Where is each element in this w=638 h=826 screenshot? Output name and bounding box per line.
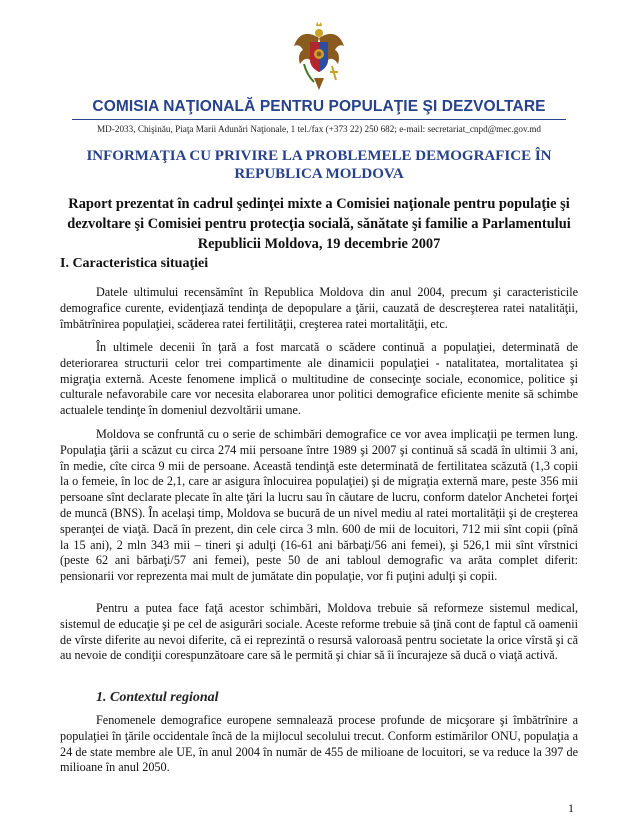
paragraph: Datele ultimului recensămînt în Republica Moldova din anul 2004, precum şi caracteristicile demografice curente, evidenţiază tendinţa de depopulare a ţării, cauzată de descreşterea ratei natalităţii, îmbătrînirea populaţiei, scăderea ratei fertilităţii, creşterea ratei mortalităţii, etc. xyxy=(60,285,578,331)
document-subtitle: Raport prezentat în cadrul şedinţei mixte a Comisiei naţionale pentru populaţie şi dezvoltare şi Comisiei pentru protecţia socială, sănătate şi familie a Parlamentului Republicii Moldova, 19 decembrie 2007 xyxy=(67,196,571,252)
document-title: INFORMAŢIA CU PRIVIRE LA PROBLEMELE DEMOGRAFICE ÎN REPUBLICA MOLDOVA xyxy=(86,148,552,182)
moldova-coat-of-arms-icon xyxy=(292,16,346,92)
subsection-heading: 1. Contextul regional xyxy=(96,690,219,705)
page-number: 1 xyxy=(568,801,574,815)
paragraph: În ultimele decenii în ţară a fost marcată o scădere continuă a populaţiei, determinată de deteriorarea structurii celor trei compartimente ale dinamicii populaţiei - natalitatea, mortalitatea şi migraţia externă. Aceste fenomene implică o multitudine de consecinţe sociale, economice, politice şi culturale nefavorabile care vor necesita elaborarea unor politici demografice eficiente menite să schimbe actualele tendinţe în domeniul dezvoltării umane. xyxy=(60,340,578,418)
paragraph: Pentru a putea face faţă acestor schimbări, Moldova trebuie să reformeze sistemul medical, sistemul de educaţie şi pe cel de asigurări sociale. Aceste reforme trebuie să ţină cont de faptul că oamenii de vîrste diferite au nevoi diferite, că ei reprezintă o resursă valoroasă pentru societate la orice vîrstă şi că au nevoie de condiţii corespunzătoare care să le permită şi chiar să îi încurajeze să ducă o viaţă activă. xyxy=(60,601,578,663)
header-divider xyxy=(72,119,566,120)
paragraph: Fenomenele demografice europene semnalează procese profunde de micşorare şi îmbătrînire a populaţiei în ţările occidentale încă de la mijlocul secolului trecut. Conform estimărilor ONU, populaţia a 24 de state membre ale UE, în anul 2004 în număr de 455 de milioane de locuitori, se va reduce la 397 de milioane în anul 2050. xyxy=(60,713,578,775)
institution-title: COMISIA NAŢIONALĂ PENTRU POPULAŢIE ŞI DEZVOLTARE xyxy=(92,98,546,115)
paragraph: Moldova se confruntă cu o serie de schimbări demografice ce vor avea implicaţii pe termen lung. Populaţia ţării a scăzut cu circa 274 mii persoane între 1989 şi 2007 şi continuă să scadă în ultimii 3 ani, în medie, cîte circa 9 mii de persoane. Această tendinţă este determinată de fertilitatea scăzută (1,3 copii la o femeie, în loc de 2,1, care ar asigura înlocuirea populaţiei) şi de migraţia externă mare, peste 356 mii persoane sînt declarate plecate în alte ţări la lucru sau în căutare de lucru, conform datelor Anchetei forţei de muncă (BNS). În acelaşi timp, Moldova se bucură de un nivel mediu al ratei mortalităţii şi de creşterea speranţei de viaţă. Dacă în prezent, din cele circa 3 mln. 600 de mii de locuitori, 712 mii sînt copii (pînă la 15 ani), 2 mln 343 mii – tineri şi adulţi (16-61 ani bărbaţi/56 ani femei), şi 526,1 mii sînt vîrstnici (peste 62 ani bărbaţi/57 ani femei), peste 50 de ani tabloul demografic va arăta complet diferit: pensionarii vor reprezenta mai mult de jumătate din populaţie, vor fi puţini adulţi şi copii. xyxy=(60,427,578,584)
institution-address: MD-2033, Chişinău, Piaţa Marii Adunări Naţionale, 1 tel./fax (+373 22) 250 682; e-mail: secretariat_cnpd@mec.gov.md xyxy=(97,124,541,134)
section-heading: I. Caracteristica situaţiei xyxy=(60,256,209,271)
